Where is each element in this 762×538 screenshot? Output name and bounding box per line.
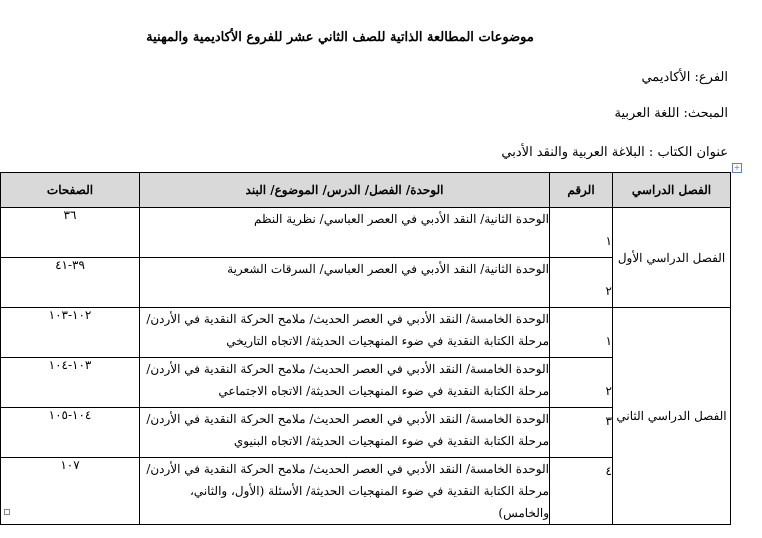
unit-cell: الوحدة الخامسة/ النقد الأدبي في العصر الحديث/ ملامح الحركة النقدية في الأردن/ مرحلة الكتابة النقدية في ضوء المنهجيات الحديثة/ الاتجاه التاريخي	[140, 308, 550, 358]
unit-cell: الوحدة الخامسة/ النقد الأدبي في العصر الحديث/ ملامح الحركة النقدية في الأردن/ مرحلة الكتابة النقدية في ضوء المنهجيات الحديثة/ الاتجاه الاجتماعي	[140, 358, 550, 408]
subject-line: المبحث: اللغة العربية	[614, 106, 728, 121]
header-unit: الوحدة/ الفصل/ الدرس/ الموضوع/ البند	[140, 173, 550, 208]
semester-cell: الفصل الدراسي الثاني	[613, 308, 731, 525]
semester-cell: الفصل الدراسي الأول	[613, 208, 731, 308]
number-cell: ٣	[550, 408, 613, 458]
page-title: موضوعات المطالعة الذاتية للصف الثاني عشر للفروع الأكاديمية والمهنية	[146, 30, 534, 45]
pages-cell: ٣٦	[1, 208, 140, 258]
table-row	[1, 308, 731, 358]
paragraph-anchor-icon	[4, 509, 10, 515]
table-row	[1, 208, 731, 258]
unit-cell: الوحدة الثانية/ النقد الأدبي في العصر العباسي/ السرقات الشعرية	[140, 258, 550, 308]
unit-cell: الوحدة الخامسة/ النقد الأدبي في العصر الحديث/ ملامح الحركة النقدية في الأردن/ مرحلة الكتابة النقدية في ضوء المنهجيات الحديثة/ الاتجاه البنيوي	[140, 408, 550, 458]
number-cell: ٢	[550, 258, 613, 308]
number-cell: ٤	[550, 458, 613, 525]
pages-cell: ١٠٣-١٠٤	[1, 358, 140, 408]
header-number: الرقم	[550, 173, 613, 208]
header-pages: الصفحات	[1, 173, 140, 208]
topics-table	[0, 172, 731, 525]
pages-cell: ١٠٧	[1, 458, 140, 525]
unit-cell: الوحدة الثانية/ النقد الأدبي في العصر العباسي/ نظرية النظم	[140, 208, 550, 258]
number-cell: ١	[550, 208, 613, 258]
move-handle-icon[interactable]: +	[733, 163, 741, 172]
unit-cell: الوحدة الخامسة/ النقد الأدبي في العصر الحديث/ ملامح الحركة النقدية في الأردن/ مرحلة الكتابة النقدية في ضوء المنهجيات الحديثة/ الأسئلة (الأول، والثاني، والخامس)	[140, 458, 550, 525]
number-cell: ١	[550, 308, 613, 358]
pages-cell: ١٠٤-١٠٥	[1, 408, 140, 458]
pages-cell: ١٠٢-١٠٣	[1, 308, 140, 358]
book-title-line: عنوان الكتاب : البلاغة العربية والنقد الأدبي	[501, 145, 728, 160]
header-semester: الفصل الدراسي	[613, 173, 731, 208]
number-cell: ٢	[550, 358, 613, 408]
branch-line: الفرع: الأكاديمي	[641, 70, 728, 85]
table-header-row	[1, 173, 731, 208]
pages-cell: ٣٩-٤١	[1, 258, 140, 308]
